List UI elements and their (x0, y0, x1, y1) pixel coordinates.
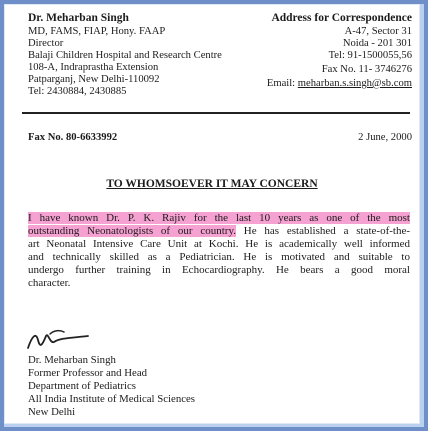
sender-address-line1: 108-A, Indraprastha Extension (28, 62, 159, 73)
letter-date: 2 June, 2000 (358, 132, 412, 143)
sender-degrees: MD, FAMS, FIAP, Hony. FAAP (28, 26, 166, 37)
body-line-4: and technically skilled as a Pediatrician. He is motivated and suitable to (28, 251, 410, 263)
highlighted-text-1: I have known Dr. P. K. Rajiv for the last 10 years as one of the most (28, 212, 410, 224)
signatory-role: Former Professor and Head (28, 367, 148, 379)
body-line-3: art Neonatal Intensive Care Unit at Kochi. He is academically well informed (28, 238, 410, 250)
signatory-city: New Delhi (28, 406, 76, 418)
highlighted-text-2: outstanding Neonatologists of our country. (28, 225, 236, 237)
sender-telephone: Tel: 2430884, 2430885 (28, 86, 127, 97)
body-line-2 (28, 225, 410, 238)
header-divider (22, 112, 410, 114)
email-label: Email: (266, 78, 296, 89)
sender-org: Balaji Children Hospital and Research Centre (28, 50, 222, 61)
signatory-name: Dr. Meharban Singh (28, 354, 116, 366)
correspondence-email-row (267, 78, 412, 90)
correspondence-telephone: Tel: 91-1500055,56 (328, 50, 412, 61)
sender-address-line2: Patparganj, New Delhi-110092 (28, 74, 160, 85)
sender-name: Dr. Meharban Singh (28, 12, 129, 24)
body-text-2b: He has established a state-of-the- (236, 225, 410, 237)
signatory-institution: All India Institute of Medical Sciences (28, 393, 196, 405)
signatory-department: Department of Pediatrics (28, 380, 136, 392)
correspondence-heading: Address for Correspondence (271, 12, 412, 24)
body-line-6: character. (28, 277, 71, 289)
letter-page (4, 4, 420, 424)
body-line-1 (28, 212, 410, 225)
email-link[interactable]: meharban.s.singh@sb.com (297, 78, 412, 89)
sender-title: Director (28, 38, 64, 49)
letter-subject: TO WHOMSOEVER IT MAY CONCERN (106, 178, 318, 190)
body-line-5: undergo further training in Echocardiography. He bears a good moral (28, 264, 410, 276)
fax-number: Fax No. 80-6633992 (28, 132, 118, 143)
handwritten-signature (26, 326, 96, 354)
correspondence-line1: A-47, Sector 31 (344, 26, 412, 37)
correspondence-line2: Noida - 201 301 (342, 38, 412, 49)
correspondence-fax: Fax No. 11- 3746276 (321, 64, 412, 75)
